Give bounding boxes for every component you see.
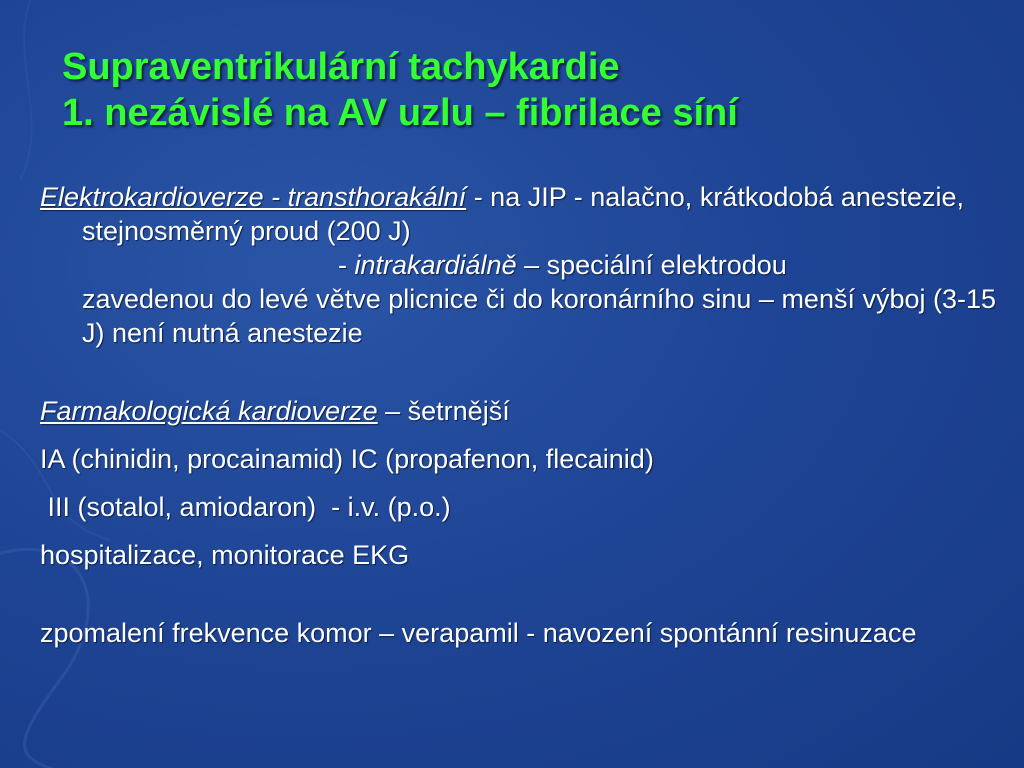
slide-body xyxy=(40,180,1000,650)
rate-control-line: zpomalení frekvence komor – verapamil - navození spontánní resinuzace xyxy=(40,618,917,648)
slide-title xyxy=(62,44,738,136)
term-pharmacological: Farmakologická kardioverze xyxy=(40,396,378,426)
drug-classes-ia-ic: IA (chinidin, procainamid) IC (propafenon, flecainid) xyxy=(40,444,654,474)
title-line-2: 1. nezávislé na AV uzlu – fibrilace síní xyxy=(62,92,738,134)
pharmacological-details: – šetrnější xyxy=(377,396,510,426)
intracardiac-line xyxy=(40,248,1000,282)
electrocardioversion-details: - na JIP - nalačno, krátkodobá anestezie, stejnosměrný proud (200 J) xyxy=(82,182,964,246)
intracardiac-details-2: zavedenou do levé větve plicnice či do koronárního sinu – menší výboj (3-15 J) není nutná anestezie xyxy=(82,284,997,348)
term-electrocardioversion: Elektrokardioverze - transthorakální xyxy=(40,182,467,212)
drug-class-iii: III (sotalol, amiodaron) - i.v. (p.o.) xyxy=(40,492,451,522)
term-intracardiac: intrakardiálně xyxy=(354,250,517,280)
paragraph-electrocardioversion xyxy=(40,180,1000,248)
title-line-1: Supraventrikulární tachykardie xyxy=(62,46,620,88)
intracardiac-details-1: – speciální elektrodou xyxy=(516,250,787,280)
paragraph-pharmacological xyxy=(40,394,1000,428)
intracardiac-dash: - xyxy=(338,250,355,280)
hospitalization-line: hospitalizace, monitorace EKG xyxy=(40,540,410,570)
